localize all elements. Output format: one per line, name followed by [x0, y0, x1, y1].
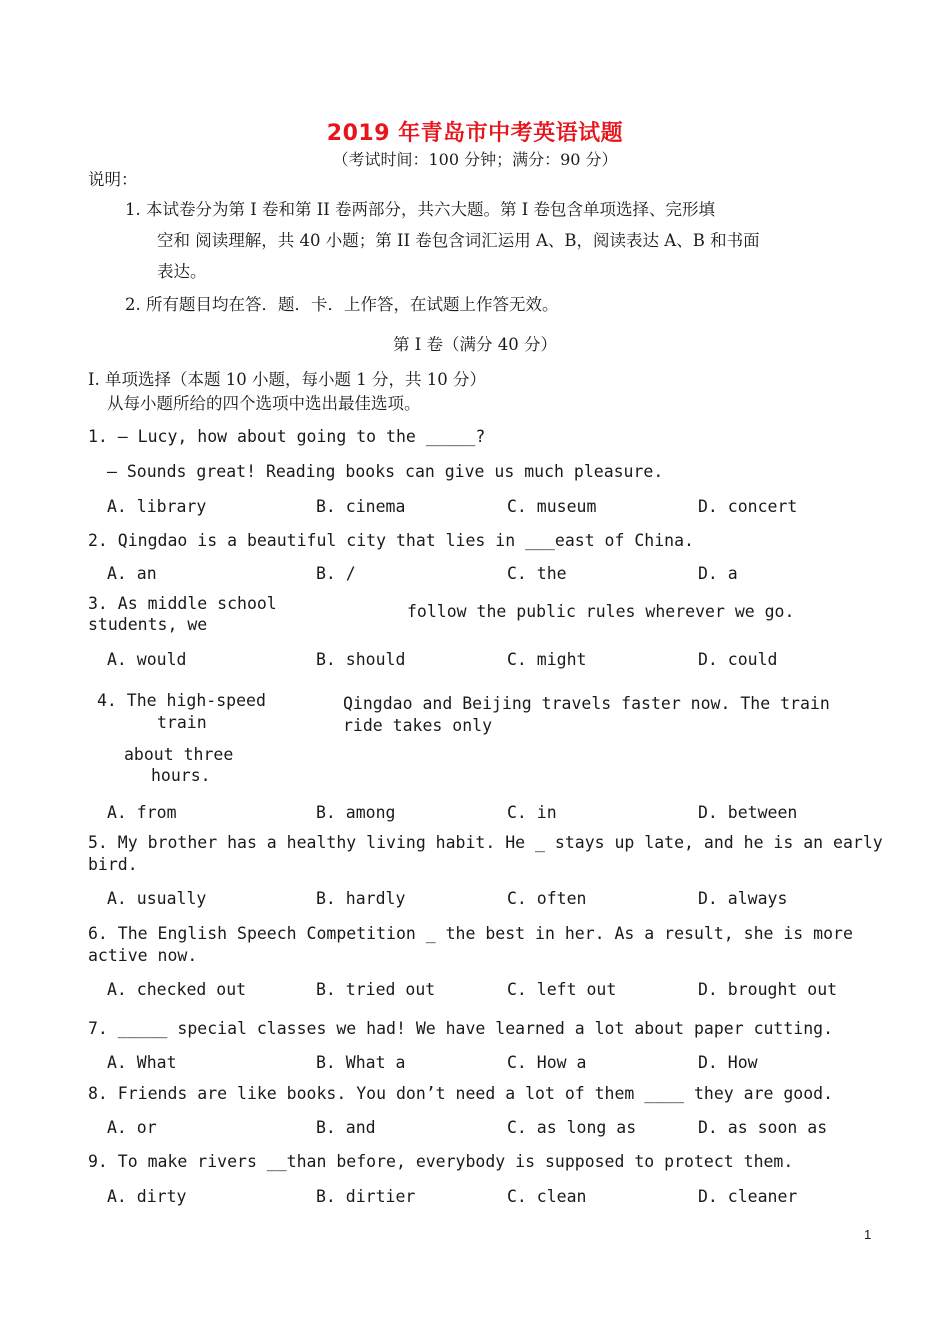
- question-6-option-a: A. checked out: [107, 980, 247, 999]
- question-8-stem: 8. Friends are like books. You don’t need a lot of them ____ they are good.: [88, 1084, 834, 1103]
- question-7-option-c: C. How a: [507, 1053, 587, 1072]
- exam-subtitle: （考试时间：100 分钟；满分：90 分）: [332, 150, 618, 169]
- question-4-stem-part-f: hours.: [151, 766, 211, 785]
- question-9-stem: 9. To make rivers __than before, everybody is supposed to protect them.: [88, 1152, 794, 1171]
- question-3-stem-part-b: students, we: [88, 615, 208, 634]
- instructions-label: 说明：: [88, 170, 138, 189]
- question-3-option-a: A. would: [107, 650, 187, 669]
- question-4-option-a: A. from: [107, 803, 177, 822]
- section-title: 第 I 卷（满分 40 分）: [393, 335, 557, 354]
- question-9-option-d: D. cleaner: [698, 1187, 798, 1206]
- question-5-option-c: C. often: [507, 889, 587, 908]
- question-2-option-a: A. an: [107, 564, 157, 583]
- question-1-option-a: A. library: [107, 497, 207, 516]
- question-3-option-c: C. might: [507, 650, 587, 669]
- instruction-item-1-line-3: 表达。: [157, 262, 207, 281]
- question-4-stem-part-b: train: [157, 713, 207, 732]
- question-9-option-b: B. dirtier: [316, 1187, 416, 1206]
- question-7-option-b: B. What a: [316, 1053, 406, 1072]
- question-7-option-a: A. What: [107, 1053, 177, 1072]
- instruction-item-2: 2. 所有题目均在答．题．卡．上作答，在试题上作答无效。: [125, 295, 559, 314]
- part-heading: I. 单项选择（本题 10 小题，每小题 1 分，共 10 分）: [88, 370, 486, 389]
- question-8-option-a: A. or: [107, 1118, 157, 1137]
- question-5-stem-line-1: 5. My brother has a healthy living habit. He _ stays up late, and he is an early: [88, 833, 883, 852]
- question-5-option-b: B. hardly: [316, 889, 406, 908]
- page-number: 1: [864, 1227, 872, 1242]
- question-6-option-b: B. tried out: [316, 980, 436, 999]
- question-4-stem-part-a: 4. The high-speed: [97, 691, 266, 710]
- question-6-option-d: D. brought out: [698, 980, 838, 999]
- question-6-stem-line-1: 6. The English Speech Competition _ the best in her. As a result, she is more: [88, 924, 853, 943]
- question-1-option-c: C. museum: [507, 497, 597, 516]
- question-9-option-a: A. dirty: [107, 1187, 187, 1206]
- instruction-item-1-line-1: 1. 本试卷分为第 I 卷和第 II 卷两部分，共六大题。第 I 卷包含单项选择、完形填: [125, 200, 716, 219]
- question-4-option-b: B. among: [316, 803, 396, 822]
- question-6-option-c: C. left out: [507, 980, 617, 999]
- question-3-stem-part-c: follow the public rules wherever we go.: [407, 602, 795, 621]
- question-8-option-c: C. as long as: [507, 1118, 637, 1137]
- question-4-option-c: C. in: [507, 803, 557, 822]
- question-1-option-b: B. cinema: [316, 497, 406, 516]
- question-5-stem-line-2: bird.: [88, 855, 138, 874]
- question-9-option-c: C. clean: [507, 1187, 587, 1206]
- question-2-stem: 2. Qingdao is a beautiful city that lies in ___east of China.: [88, 531, 694, 550]
- question-3-option-d: D. could: [698, 650, 778, 669]
- question-8-option-d: D. as soon as: [698, 1118, 828, 1137]
- question-5-option-d: D. always: [698, 889, 788, 908]
- question-2-option-d: D. a: [698, 564, 738, 583]
- question-6-stem-line-2: active now.: [88, 946, 198, 965]
- instruction-item-1-line-2: 空和 阅读理解，共 40 小题；第 II 卷包含词汇运用 A、B，阅读表达 A、B 和书面: [157, 231, 760, 250]
- question-8-option-b: B. and: [316, 1118, 376, 1137]
- question-4-stem-part-c: Qingdao and Beijing travels faster now. The train: [343, 694, 830, 713]
- question-4-option-d: D. between: [698, 803, 798, 822]
- question-4-stem-part-e: about three: [124, 745, 234, 764]
- question-1-stem: 1. — Lucy, how about going to the _____?: [88, 427, 486, 446]
- question-7-stem: 7. _____ special classes we had! We have learned a lot about paper cutting.: [88, 1019, 834, 1038]
- question-7-option-d: D. How: [698, 1053, 758, 1072]
- question-1-reply: — Sounds great! Reading books can give us much pleasure.: [107, 462, 664, 481]
- question-2-option-b: B. /: [316, 564, 356, 583]
- question-3-stem-part-a: 3. As middle school: [88, 594, 277, 613]
- exam-title: 2019 年青岛市中考英语试题: [326, 121, 624, 146]
- question-1-option-d: D. concert: [698, 497, 798, 516]
- question-4-stem-part-d: ride takes only: [343, 716, 493, 735]
- question-2-option-c: C. the: [507, 564, 567, 583]
- question-5-option-a: A. usually: [107, 889, 207, 908]
- part-instruction: 从每小题所给的四个选项中选出最佳选项。: [107, 394, 421, 413]
- question-3-option-b: B. should: [316, 650, 406, 669]
